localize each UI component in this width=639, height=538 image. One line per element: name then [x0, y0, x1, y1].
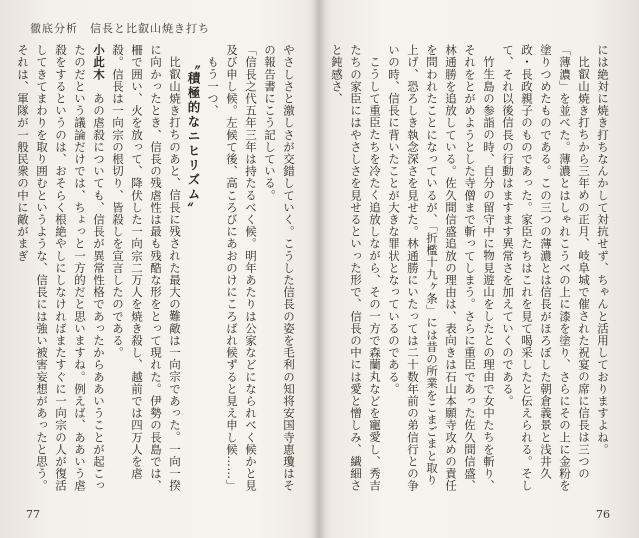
- left-paragraph-3: もう一つ、: [206, 55, 220, 116]
- left-paragraph-1: やさしさと激しさが交錯していく。こうした信長の姿を毛利の知将安国寺恵瓊はその報告書にこう記している。: [263, 44, 296, 492]
- right-page-text: [330, 44, 612, 492]
- right-paragraph-3: 竹生島の参詣の時、自分の留守中に物見遊山をしたとの理由で女中たちを斬り、それをとがめようとした寺僧まで斬ってしまう。さらに重臣であった佐久間信盛、林通勝を追放している。佐久間信盛追放の理由は、表向きは石山本願寺攻めの責任を問われたことになっているが、「折檻十九ヶ条」には昔の所業をこまごまと取り上げ、恐ろしき執念深さを見せた。林通勝にいたっては二十数年前の弟信行との争いの時、信長に背いたことが大きな罪状となっているのである。: [387, 44, 496, 492]
- running-header: 徹底分析 信長と比叡山焼き打ち: [30, 22, 210, 35]
- left-paragraph-2: 「信長之代五年三年は持たるべく候。明年あたりは公家などになられべく候かと見及び申し候。左候て後、高ころびにあおのけにころばれ候ずると見え申し候……」: [225, 44, 258, 492]
- right-paragraph-1: には絶対に焼き打ちなんかして対抗せず、ちゃんと活用しておりますよね。: [596, 44, 610, 456]
- page-number-left: 77: [26, 508, 40, 521]
- book-gutter: [312, 0, 326, 538]
- right-paragraph-2: 比叡山焼き打ちから三年めの正月、岐阜城で催された祝宴の席に信長は三つの「薄濃」を並べた。薄濃とはしゃれこうべの上に漆を塗り、さらにその上に金粉を塗りつめたものである。この三つの薄濃とは信長がほろぼした朝倉義景と浅井久政・長政親子のものであった。家臣たちはこれを見て喝采したと伝えられる。そして、それ以後信長の行動はますます異常さを加えていくのである。: [501, 44, 591, 492]
- dialogue-speaker: 小此木: [92, 44, 106, 81]
- page-number-right: 76: [596, 508, 610, 521]
- right-paragraph-4: こうして重臣たちを冷たく追放しながら、その一方で森蘭丸などを寵愛し、秀吉たちの家臣にはやさしさを見せるといった形で、信長の中には愛と憎しみ、繊細さと鈍感さ、: [330, 44, 382, 492]
- dialogue-text: あの虐殺についても、信長が異常性格であったからああいうことが起こったのだという議論だけでは、ちょっと一方的だと思いますね。例えば、ああいう虐殺をするというのは、おそらく根絶やしにしなければまたすぐに一向宗の人が復活してきてまわりを取り囲むというような、信長には強い被害妄想があったと思う。それは、軍隊が一般民衆の中に敵がまぎ: [16, 44, 106, 492]
- section-title: 〝積極的なニヒリズム〟: [186, 56, 201, 216]
- left-paragraph-4: 比叡山焼き打ちのあと、信長に残された最大の難敵は一向宗であった。一向一揆に向かったとき、信長の残虐性は最も残酷な形をとって現れた。伊勢の長島では、柵で囲い、火を放って、降伏した一向宗二万人を焼き殺し、越前では四万人を虐殺。信長は一向宗の根切り、皆殺しを宣言したのである。: [111, 44, 182, 492]
- left-page-text: [16, 44, 298, 492]
- dialogue-block: [13, 44, 108, 492]
